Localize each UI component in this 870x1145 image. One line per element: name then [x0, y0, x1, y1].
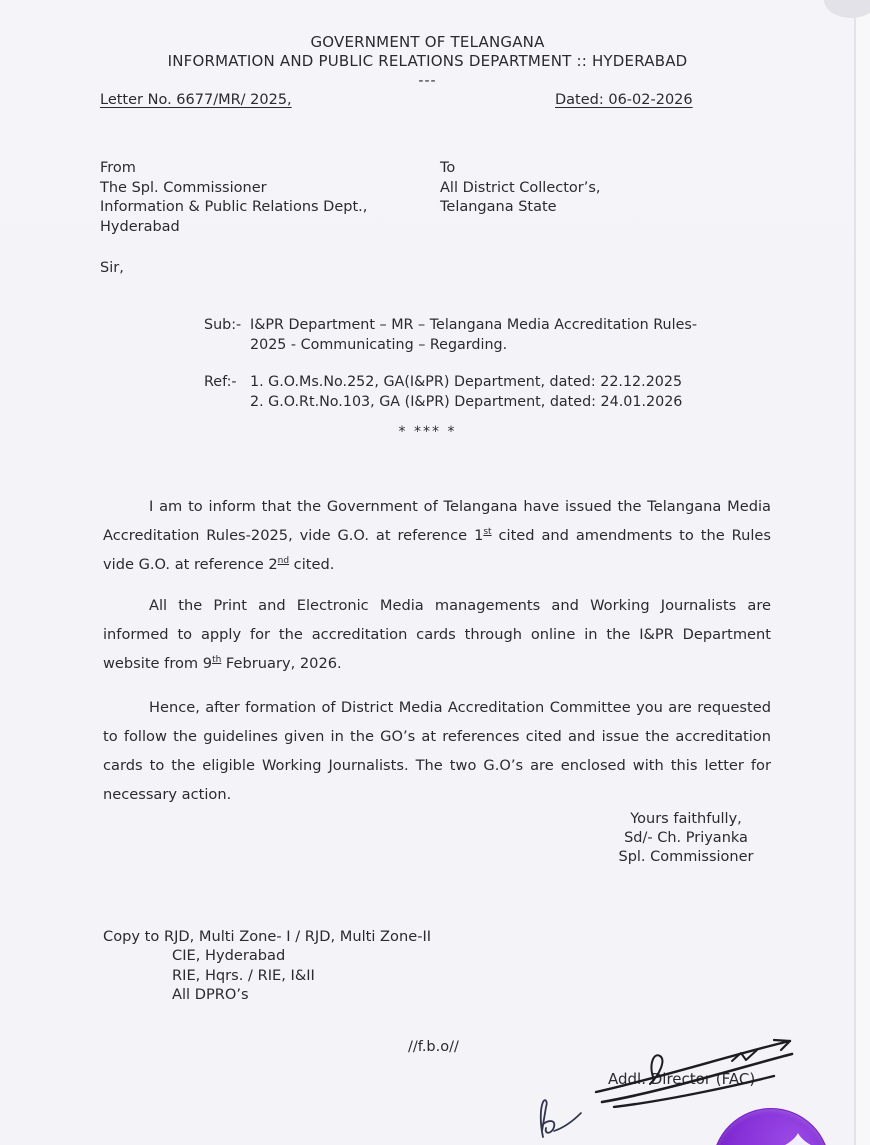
asterisk-divider: * *** *: [398, 424, 457, 440]
letterhead-line1: GOVERNMENT OF TELANGANA: [310, 33, 545, 51]
reference-item: 2. G.O.Rt.No.103, GA (I&PR) Department, dated: 24.01.2026: [250, 393, 683, 410]
scan-edge-strip: [856, 0, 870, 1145]
to-label: To: [440, 160, 456, 176]
copy-to-block: [103, 927, 431, 1004]
initials-scrawl: [527, 1097, 591, 1145]
reference-block: [204, 373, 784, 412]
floating-bubble-icon: [824, 0, 870, 18]
from-line: Information & Public Relations Dept.,: [100, 199, 368, 215]
ordinal-superscript: th: [212, 654, 222, 665]
subject-line2: 2025 - Communicating – Regarding.: [250, 336, 508, 353]
copy-to-line: Copy to RJD, Multi Zone- I / RJD, Multi Zone-II: [103, 928, 432, 945]
closing-valediction: Yours faithfully,: [630, 811, 742, 827]
body-paragraph-3: Hence, after formation of District Media Accreditation Committee you are requested to follow the guidelines given in the GO’s at references cited and issue the accreditation cards to the eligible Working Journalists. The two G.O’s are enclosed with this letter for necessary action.: [103, 698, 771, 803]
to-line: Telangana State: [440, 199, 557, 215]
para2-text: February, 2026.: [221, 654, 342, 672]
subject-label: Sub:-: [204, 317, 242, 333]
to-address: [440, 159, 601, 218]
from-label: From: [100, 160, 136, 176]
letter-number: Letter No. 6677/MR/ 2025,: [100, 92, 292, 108]
ordinal-superscript: st: [483, 526, 492, 537]
reference-item: 1. G.O.Ms.No.252, GA(I&PR) Department, dated: 22.12.2025: [250, 374, 683, 390]
letterhead-separator: ---: [418, 73, 437, 89]
closing-signed-name: Sd/- Ch. Priyanka: [624, 830, 748, 846]
copy-to-line: CIE, Hyderabad: [172, 947, 286, 965]
salutation: Sir,: [100, 260, 124, 276]
closing-block: [588, 810, 784, 867]
body-paragraph-1: [103, 492, 771, 579]
para1-text: cited.: [289, 555, 335, 573]
closing-designation: Spl. Commissioner: [618, 849, 754, 865]
copy-to-line: All DPRO’s: [172, 985, 249, 1003]
subject-block: [204, 316, 784, 355]
signatory-designation: Addl. Director (FAC): [608, 1070, 756, 1088]
assistant-fab-button[interactable]: [712, 1108, 830, 1145]
signature-scrawl: [592, 1034, 804, 1108]
to-line: All District Collector’s,: [440, 179, 601, 196]
scan-edge-line: [854, 0, 856, 1145]
from-line: The Spl. Commissioner: [100, 179, 267, 196]
para1-text: I am to inform that the Government of Telangana have issued the Telangana Media Accreditation Rules-2025, vide G.O. at reference 1: [103, 497, 771, 544]
assistant-fab-icon: [773, 1133, 823, 1145]
para1-text: cited and amendments to the Rules vide G.O. at reference 2: [103, 526, 771, 573]
letter-date: Dated: 06-02-2026: [555, 92, 693, 108]
subject-text: [250, 316, 697, 355]
from-address: [100, 159, 367, 237]
reference-label: Ref:-: [204, 374, 237, 390]
from-line: Hyderabad: [100, 218, 180, 235]
letterhead-line2: INFORMATION AND PUBLIC RELATIONS DEPARTMENT :: HYDERABAD: [167, 52, 688, 70]
para2-text: All the Print and Electronic Media managements and Working Journalists are informed to apply for the accreditation cards through online in the I&PR Department website from 9: [103, 596, 771, 672]
reference-list: [250, 373, 682, 412]
body-paragraph-2: [103, 591, 771, 678]
ordinal-superscript: nd: [277, 555, 290, 566]
fbo-mark: //f.b.o//: [408, 1039, 459, 1055]
copy-to-line: RIE, Hqrs. / RIE, I&II: [172, 966, 315, 984]
subject-line1: I&PR Department – MR – Telangana Media Accreditation Rules-: [250, 317, 697, 333]
letterhead: [0, 33, 855, 91]
